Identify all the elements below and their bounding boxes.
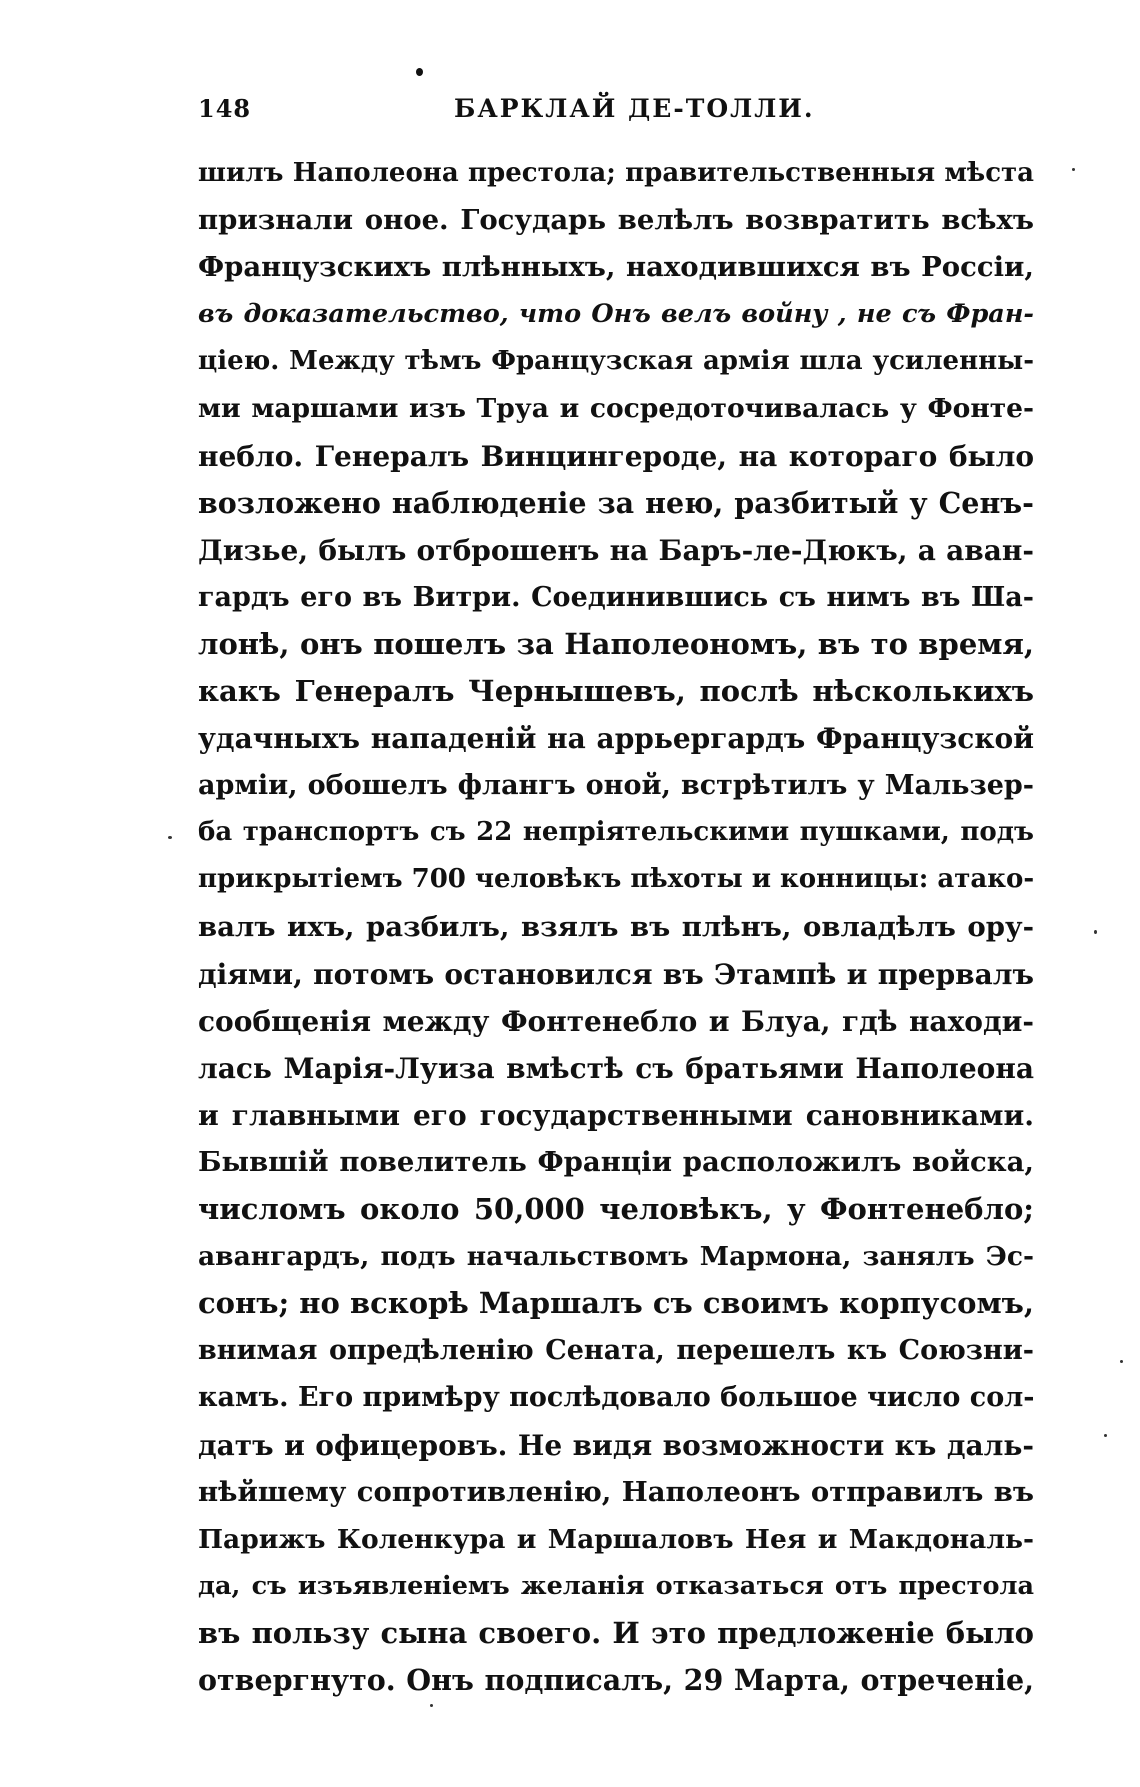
text-line: діями, потомъ остановился въ Этампѣ и прервалъ <box>198 957 1034 991</box>
scan-speck <box>1094 930 1097 934</box>
text-line: удачныхъ нападеній на аррьергардъ Французской <box>198 722 1034 756</box>
text-line: въ доказательство, что Онъ велъ войну , не съ Фран- <box>198 299 1034 330</box>
text-line: Бывшій повелитель Франціи расположилъ войска, <box>198 1145 1034 1178</box>
printer-mark <box>416 68 423 76</box>
text-line: гардъ его въ Витри. Соединившись съ нимъ въ Ша- <box>198 581 1034 613</box>
text-line: авангардъ, подъ начальствомъ Мармона, занялъ Эс- <box>198 1241 1034 1273</box>
text-line: какъ Генералъ Чернышевъ, послѣ нѣсколькихъ <box>198 674 1034 709</box>
text-line: сообщенія между Фонтенебло и Блуа, гдѣ находи- <box>198 1004 1034 1038</box>
text-line: арміи, обошелъ флангъ оной, встрѣтилъ у Мальзер- <box>198 770 1034 802</box>
text-line: въ пользу сына своего. И это предложеніе было <box>198 1615 1034 1650</box>
page-number: 148 <box>198 94 252 123</box>
text-line: шилъ Наполеона престола; правительственныя мѣста <box>198 158 1034 188</box>
text-line: Французскихъ плѣнныхъ, находившихся въ Россіи, <box>198 251 1034 284</box>
text-line: ба транспортъ съ 22 непріятельскими пушками, подъ <box>198 817 1034 848</box>
page-header <box>198 94 1038 134</box>
text-line: прикрытіемъ 700 человѣкъ пѣхоты и конницы: атако- <box>198 864 1035 895</box>
text-line: да, съ изъявленіемъ желанія отказаться отъ престола <box>198 1570 1034 1601</box>
text-line: отвергнуто. Онъ подписалъ, 29 Марта, отреченіе, <box>198 1663 1034 1697</box>
text-line: небло. Генералъ Винцингероде, на котораго было <box>198 439 1034 473</box>
running-title: БАРКЛАЙ ДЕ-ТОЛЛИ. <box>454 94 815 123</box>
text-line: внимая опредѣленію Сената, перешелъ къ Союзни- <box>198 1335 1034 1367</box>
text-line: лонѣ, онъ пошелъ за Наполеономъ, въ то время, <box>198 626 1034 661</box>
text-line: Дизье, былъ отброшенъ на Баръ-ле-Дюкъ, а аван- <box>198 533 1034 567</box>
text-line: ціею. Между тѣмъ Французская армія шла усиленны- <box>198 346 1034 377</box>
body-text <box>198 150 1034 1704</box>
scan-speck <box>168 836 172 839</box>
text-line: числомъ около 50,000 человѣкъ, у Фонтенебло; <box>198 1192 1034 1227</box>
text-line: камъ. Его примѣру послѣдовало большое число сол- <box>198 1382 1035 1414</box>
scan-speck <box>430 1704 433 1707</box>
text-line: и главными его государственными сановниками. <box>198 1098 1034 1132</box>
scan-speck <box>1072 168 1075 171</box>
scan-speck <box>1104 1434 1107 1437</box>
text-line: нѣйшему сопротивленію, Наполеонъ отправилъ въ <box>198 1475 1034 1508</box>
text-line: датъ и офицеровъ. Не видя возможности къ даль- <box>198 1428 1034 1462</box>
text-line: возложено наблюденіе за нею, разбитый у Сенъ- <box>198 485 1034 520</box>
text-line: валъ ихъ, разбилъ, взялъ въ плѣнъ, овладѣлъ ору- <box>198 910 1034 943</box>
text-line: признали оное. Государь велѣлъ возвратить всѣхъ <box>198 204 1034 237</box>
text-line: лась Марія-Луиза вмѣстѣ съ братьями Наполеона <box>198 1051 1034 1085</box>
text-line: ми маршами изъ Труа и сосредоточивалась у Фонте- <box>198 393 1034 425</box>
text-line: сонъ; но вскорѣ Маршалъ съ своимъ корпусомъ, <box>198 1286 1034 1321</box>
text-line: Парижъ Коленкура и Маршаловъ Нея и Макдональ- <box>198 1523 1034 1555</box>
scan-speck <box>1120 1360 1123 1363</box>
